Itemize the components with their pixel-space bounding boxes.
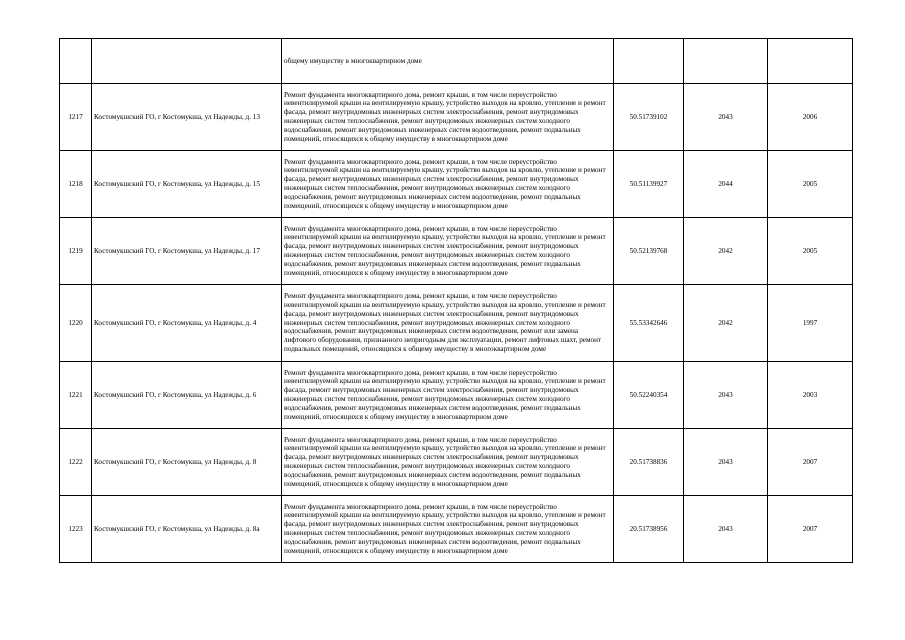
row-number-cell: 1222 xyxy=(60,429,92,496)
year-cell: 2043 xyxy=(684,496,768,563)
year-cell: 2042 xyxy=(684,218,768,285)
built-year-cell: 2006 xyxy=(768,84,853,151)
table-row xyxy=(60,285,853,362)
value-cell: 20.51738956 xyxy=(614,496,684,563)
built-year-cell: 2003 xyxy=(768,362,853,429)
works-cell: Ремонт фундамента многоквартирного дома, ремонт крыши, в том числе переустройство невентилируемой крыши на вентилируемую крышу, устройство выходов на кровлю, утепление и ремонт фасада, ремонт внутридомовых инженерных систем электроснабжения, ремонт внутридомовых инженерных систем теплоснабжения, ремонт внутридомовых инженерных систем холодного водоснабжения, ремонт внутридомовых инженерных систем водоотведения, ремонт подвальных помещений, относящихся к общему имуществу в многоквартирном доме xyxy=(282,218,614,285)
address-cell: Костомукшский ГО, г Костомукша, ул Надежды, д. 8 xyxy=(92,429,282,496)
built-year-cell: 2005 xyxy=(768,218,853,285)
row-number-cell: 1221 xyxy=(60,362,92,429)
row-number-cell xyxy=(60,39,92,84)
address-cell: Костомукшский ГО, г Костомукша, ул Надежды, д. 17 xyxy=(92,218,282,285)
value-cell: 50.52240354 xyxy=(614,362,684,429)
value-cell xyxy=(614,39,684,84)
works-cell: Ремонт фундамента многоквартирного дома, ремонт крыши, в том числе переустройство невентилируемой крыши на вентилируемую крышу, устройство выходов на кровлю, утепление и ремонт фасада, ремонт внутридомовых инженерных систем электроснабжения, ремонт внутридомовых инженерных систем теплоснабжения, ремонт внутридомовых инженерных систем холодного водоснабжения, ремонт внутридомовых инженерных систем водоотведения, ремонт подвальных помещений, относящихся к общему имуществу в многоквартирном доме xyxy=(282,362,614,429)
table-row-continued xyxy=(60,39,853,84)
table-row xyxy=(60,429,853,496)
address-cell: Костомукшский ГО, г Костомукша, ул Надежды, д. 8а xyxy=(92,496,282,563)
year-cell: 2043 xyxy=(684,84,768,151)
year-cell xyxy=(684,39,768,84)
built-year-cell: 1997 xyxy=(768,285,853,362)
works-cell: Ремонт фундамента многоквартирного дома, ремонт крыши, в том числе переустройство невентилируемой крыши на вентилируемую крышу, устройство выходов на кровлю, утепление и ремонт фасада, ремонт внутридомовых инженерных систем электроснабжения, ремонт внутридомовых инженерных систем теплоснабжения, ремонт внутридомовых инженерных систем холодного водоснабжения, ремонт внутридомовых инженерных систем водоотведения, ремонт подвальных помещений, относящихся к общему имуществу в многоквартирном доме xyxy=(282,496,614,563)
capital-repair-table xyxy=(59,38,853,563)
row-number-cell: 1220 xyxy=(60,285,92,362)
table-row xyxy=(60,84,853,151)
address-cell xyxy=(92,39,282,84)
address-cell: Костомукшский ГО, г Костомукша, ул Надежды, д. 15 xyxy=(92,151,282,218)
year-cell: 2043 xyxy=(684,429,768,496)
year-cell: 2042 xyxy=(684,285,768,362)
works-cell: Ремонт фундамента многоквартирного дома, ремонт крыши, в том числе переустройство невентилируемой крыши на вентилируемую крышу, устройство выходов на кровлю, утепление и ремонт фасада, ремонт внутридомовых инженерных систем электроснабжения, ремонт внутридомовых инженерных систем теплоснабжения, ремонт внутридомовых инженерных систем холодного водоснабжения, ремонт внутридомовых инженерных систем водоотведения, ремонт или замена лифтового оборудования, признанного непригодным для эксплуатации, ремонт лифтовых шахт, ремонт подвальных помещений, относящихся к общему имуществу в многоквартирном доме xyxy=(282,285,614,362)
value-cell: 50.52139768 xyxy=(614,218,684,285)
built-year-cell xyxy=(768,39,853,84)
address-cell: Костомукшский ГО, г Костомукша, ул Надежды, д. 13 xyxy=(92,84,282,151)
row-number-cell: 1218 xyxy=(60,151,92,218)
row-number-cell: 1223 xyxy=(60,496,92,563)
works-cell: Ремонт фундамента многоквартирного дома, ремонт крыши, в том числе переустройство невентилируемой крыши на вентилируемую крышу, устройство выходов на кровлю, утепление и ремонт фасада, ремонт внутридомовых инженерных систем электроснабжения, ремонт внутридомовых инженерных систем теплоснабжения, ремонт внутридомовых инженерных систем холодного водоснабжения, ремонт внутридомовых инженерных систем водоотведения, ремонт подвальных помещений, относящихся к общему имуществу в многоквартирном доме xyxy=(282,151,614,218)
value-cell: 20.51738836 xyxy=(614,429,684,496)
year-cell: 2043 xyxy=(684,362,768,429)
value-cell: 50.51139927 xyxy=(614,151,684,218)
table-body xyxy=(60,39,853,563)
table-row xyxy=(60,151,853,218)
address-cell: Костомукшский ГО, г Костомукша, ул Надежды, д. 4 xyxy=(92,285,282,362)
table-row xyxy=(60,362,853,429)
works-cell: общему имуществу в многоквартирном доме xyxy=(282,39,614,84)
built-year-cell: 2007 xyxy=(768,429,853,496)
built-year-cell: 2007 xyxy=(768,496,853,563)
works-cell: Ремонт фундамента многоквартирного дома, ремонт крыши, в том числе переустройство невентилируемой крыши на вентилируемую крышу, устройство выходов на кровлю, утепление и ремонт фасада, ремонт внутридомовых инженерных систем электроснабжения, ремонт внутридомовых инженерных систем теплоснабжения, ремонт внутридомовых инженерных систем холодного водоснабжения, ремонт внутридомовых инженерных систем водоотведения, ремонт подвальных помещений, относящихся к общему имуществу в многоквартирном доме xyxy=(282,84,614,151)
year-cell: 2044 xyxy=(684,151,768,218)
value-cell: 50.51739102 xyxy=(614,84,684,151)
table-row xyxy=(60,496,853,563)
table-row xyxy=(60,218,853,285)
value-cell: 55.53342646 xyxy=(614,285,684,362)
row-number-cell: 1219 xyxy=(60,218,92,285)
address-cell: Костомукшский ГО, г Костомукша, ул Надежды, д. 6 xyxy=(92,362,282,429)
row-number-cell: 1217 xyxy=(60,84,92,151)
works-cell: Ремонт фундамента многоквартирного дома, ремонт крыши, в том числе переустройство невентилируемой крыши на вентилируемую крышу, устройство выходов на кровлю, утепление и ремонт фасада, ремонт внутридомовых инженерных систем электроснабжения, ремонт внутридомовых инженерных систем теплоснабжения, ремонт внутридомовых инженерных систем холодного водоснабжения, ремонт внутридомовых инженерных систем водоотведения, ремонт подвальных помещений, относящихся к общему имуществу в многоквартирном доме xyxy=(282,429,614,496)
built-year-cell: 2005 xyxy=(768,151,853,218)
